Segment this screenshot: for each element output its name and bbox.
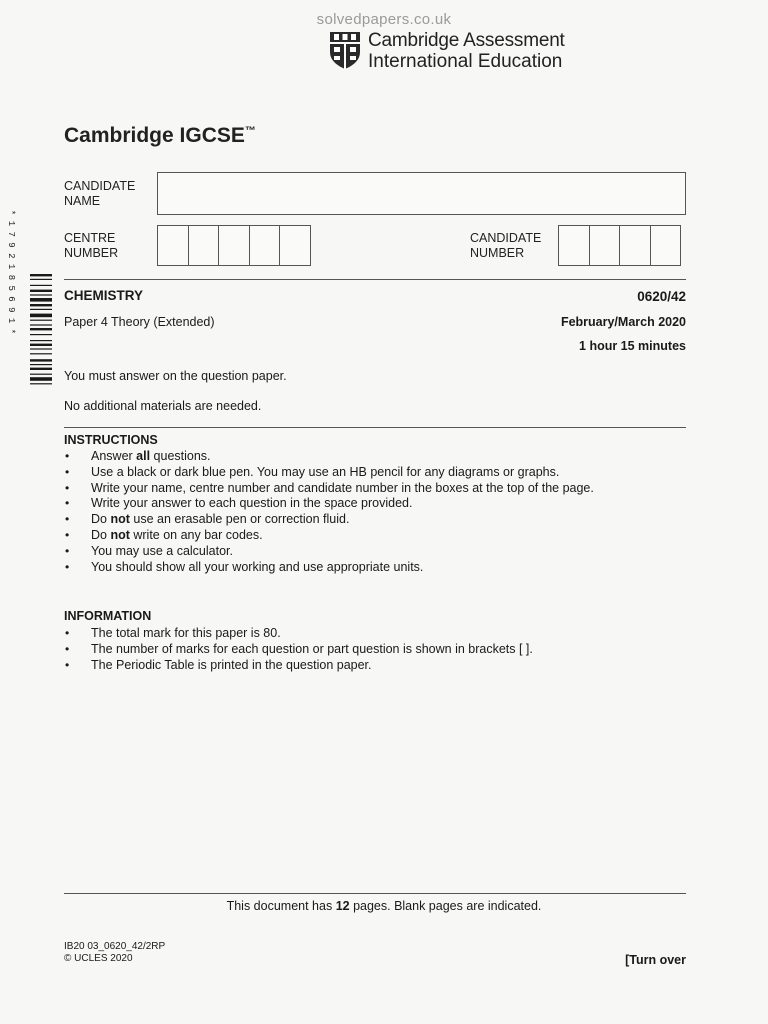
page-title (64, 124, 256, 148)
candidate-number-label (470, 231, 541, 261)
barcode-bar (30, 368, 52, 370)
barcode-bar (30, 294, 52, 295)
title-text: Cambridge IGCSE (64, 124, 245, 147)
centre-number-label-line-1: CENTRE (64, 231, 116, 245)
candidate-number-cell[interactable] (589, 225, 621, 266)
instruction-item: • Write your answer to each question in the space provided. (64, 496, 684, 512)
instructions-list (64, 449, 684, 575)
divider-footer (64, 893, 686, 894)
exam-duration: 1 hour 15 minutes (579, 339, 686, 353)
candidate-number-cell[interactable] (558, 225, 590, 266)
candidate-name-label (64, 179, 135, 209)
information-item: • The number of marks for each question or part question is shown in brackets [ ]. (64, 642, 684, 658)
divider-instructions (64, 427, 686, 428)
barcode-bar (30, 340, 52, 341)
barcode-bar (30, 383, 52, 384)
barcode-bar (30, 314, 52, 318)
instruction-item: • You should show all your working and use appropriate units. (64, 560, 684, 576)
barcode-bar (30, 274, 52, 276)
barcode-bar (30, 285, 52, 286)
candidate-name-field[interactable] (157, 172, 686, 215)
information-item: • The total mark for this paper is 80. (64, 626, 684, 642)
barcode-bar (30, 348, 52, 349)
candidate-number-label-line-1: CANDIDATE (470, 231, 542, 245)
information-heading: INFORMATION (64, 609, 152, 623)
instruction-item: • Answer all questions. (64, 449, 684, 465)
instruction-item: • You may use a calculator. (64, 544, 684, 560)
information-item: • The Periodic Table is printed in the question paper. (64, 658, 684, 674)
barcode-bar (30, 298, 52, 302)
barcode-bar (30, 328, 52, 330)
centre-number-boxes[interactable] (157, 225, 311, 266)
candidate-name-label-line-1: CANDIDATE (64, 179, 136, 193)
candidate-number-boxes[interactable] (558, 225, 681, 266)
barcode-bar (30, 279, 52, 280)
watermark: solvedpapers.co.uk (316, 11, 452, 28)
candidate-number-cell[interactable] (650, 225, 682, 266)
divider-top (64, 279, 686, 280)
document-reference (64, 941, 165, 965)
candidate-name-label-line-2: NAME (64, 194, 101, 208)
materials-note: No additional materials are needed. (64, 399, 262, 413)
shield-icon (328, 30, 362, 70)
reference-code: IB20 03_0620_42/2RP (64, 941, 166, 952)
instructions-heading: INSTRUCTIONS (64, 433, 158, 447)
centre-number-label-line-2: NUMBER (64, 246, 119, 260)
barcode-bar (30, 344, 52, 346)
instruction-item: • Do not use an erasable pen or correction fluid. (64, 512, 684, 528)
instruction-item: • Use a black or dark blue pen. You may use an HB pencil for any diagrams or graphs. (64, 465, 684, 481)
barcode-bar (30, 309, 52, 310)
barcode-text: * 1 7 9 2 1 8 5 6 9 1 * (6, 209, 16, 335)
barcode-bar (30, 364, 52, 365)
centre-number-cell[interactable] (279, 225, 311, 266)
trademark-mark: ™ (244, 125, 256, 137)
centre-number-cell[interactable] (157, 225, 189, 266)
copyright: © UCLES 2020 (64, 953, 133, 964)
centre-number-cell[interactable] (249, 225, 281, 266)
paper-name: Paper 4 Theory (Extended) (64, 315, 215, 329)
information-list (64, 626, 684, 673)
barcode-bar (30, 334, 52, 335)
centre-number-cell[interactable] (188, 225, 220, 266)
barcode-bar (30, 374, 52, 375)
page-count-number: 12 (335, 899, 350, 913)
barcode-bar (30, 324, 52, 325)
barcode (6, 209, 54, 414)
candidate-number-label-line-2: NUMBER (470, 246, 525, 260)
cambridge-logo (328, 30, 565, 72)
barcode-bar (30, 320, 52, 321)
logo-line-2: International Education (368, 51, 563, 72)
paper-code: 0620/42 (637, 289, 686, 304)
candidate-number-cell[interactable] (619, 225, 651, 266)
subject: CHEMISTRY (64, 288, 144, 303)
barcode-bar (30, 353, 52, 354)
turn-over: [Turn over (625, 953, 686, 967)
centre-number-label (64, 231, 118, 261)
logo-line-1: Cambridge Assessment (368, 30, 565, 51)
barcode-bar (30, 304, 52, 306)
page-count-note (0, 899, 768, 913)
barcode-bar (30, 377, 52, 381)
page-count-post: pages. Blank pages are indicated. (349, 899, 542, 913)
instruction-item: • Write your name, centre number and candidate number in the boxes at the top of the page. (64, 481, 684, 497)
page-count-pre: This document has (226, 899, 336, 913)
barcode-bar (30, 290, 52, 292)
exam-session: February/March 2020 (560, 315, 686, 329)
centre-number-cell[interactable] (218, 225, 250, 266)
answer-note: You must answer on the question paper. (64, 369, 287, 383)
barcode-bar (30, 359, 52, 361)
instruction-item: • Do not write on any bar codes. (64, 528, 684, 544)
